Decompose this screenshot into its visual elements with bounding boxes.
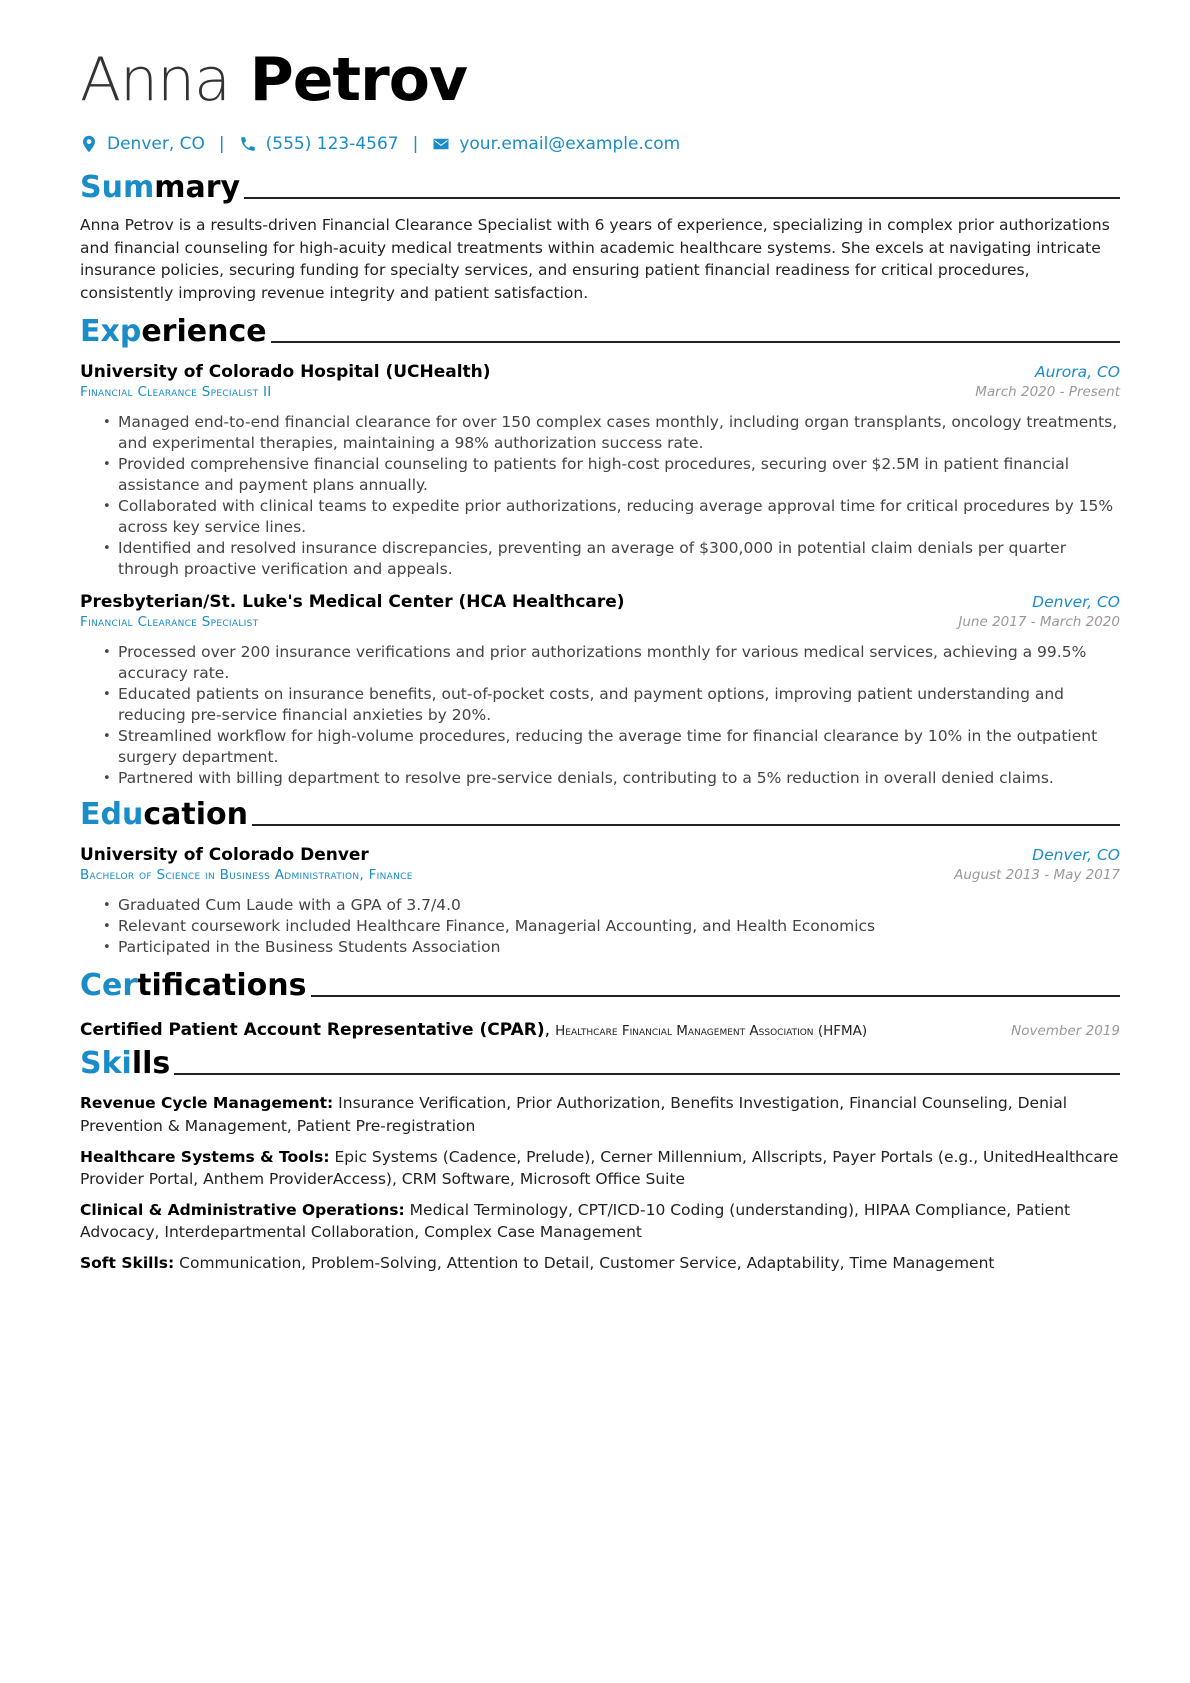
education-item: • Participated in the Business Students Association	[118, 937, 1120, 958]
certification-entry	[80, 1020, 1120, 1040]
achievement-item: • Managed end-to-end financial clearance for over 150 complex cases monthly, including organ transplants, oncology treatments, and experimental therapies, maintaining a 98% authorization success rate.	[118, 412, 1120, 454]
envelope-icon	[432, 135, 450, 153]
education-item: • Graduated Cum Laude with a GPA of 3.7/4.0	[118, 895, 1120, 916]
contact-email[interactable]	[432, 134, 680, 154]
experience-entry	[80, 362, 1120, 580]
section-rule	[271, 341, 1120, 343]
section-rule	[252, 824, 1120, 826]
section-title: Skills	[80, 1046, 171, 1082]
section-rule	[244, 197, 1120, 199]
achievement-item: • Collaborated with clinical teams to expedite prior authorizations, reducing average approval time for critical procedures by 15% across key service lines.	[118, 496, 1120, 538]
section-heading-experience	[80, 314, 1120, 350]
job-title: Financial Clearance Specialist II	[80, 384, 272, 401]
certification-date: November 2019	[1011, 1023, 1120, 1040]
skill-label: Healthcare Systems & Tools:	[80, 1147, 330, 1166]
section-heading-summary	[80, 170, 1120, 206]
education-entry	[80, 845, 1120, 958]
degree: Bachelor of Science in Business Administration, Finance	[80, 867, 413, 884]
skills-list	[80, 1092, 1120, 1274]
skill-items: Communication, Problem-Solving, Attention to Detail, Customer Service, Adaptability, Time Management	[179, 1253, 995, 1272]
resume-page	[80, 42, 1120, 1275]
contact-bar	[80, 130, 1120, 158]
job-location: Denver, CO	[1032, 593, 1120, 612]
education-details	[80, 895, 1120, 958]
section-rule	[311, 995, 1120, 997]
skill-label: Revenue Cycle Management:	[80, 1094, 334, 1113]
skill-group	[80, 1252, 1120, 1275]
summary-text: Anna Petrov is a results-driven Financial Clearance Specialist with 6 years of experience, specializing in complex prior authorizations and financial counseling for high-acuity medical treatments within academic healthcare systems. She excels at navigating intricate insurance policies, securing funding for specialty services, and ensuring patient financial readiness for critical procedures, consistently improving revenue integrity and patient satisfaction.	[80, 216, 1110, 302]
school-location: Denver, CO	[1032, 846, 1120, 865]
achievement-item: • Streamlined workflow for high-volume procedures, reducing the average time for financial clearance by 10% in the outpatient surgery department.	[118, 726, 1120, 768]
contact-phone[interactable]	[239, 134, 399, 154]
map-pin-icon	[80, 135, 98, 153]
phone-icon	[239, 135, 257, 153]
achievement-item: • Partnered with billing department to resolve pre-service denials, contributing to a 5% reduction in overall denied claims.	[118, 768, 1120, 789]
phone-text: (555) 123-4567	[265, 134, 399, 154]
education-item: • Relevant coursework included Healthcare Finance, Managerial Accounting, and Health Economics	[118, 916, 1120, 937]
education-dates: August 2013 - May 2017	[954, 867, 1120, 884]
skill-group	[80, 1199, 1120, 1244]
section-title: Experience	[80, 314, 267, 350]
skill-label: Clinical & Administrative Operations:	[80, 1200, 405, 1219]
skill-items: Epic Systems (Cadence, Prelude), Cerner Millennium, Allscripts, Payer Portals (e.g., UnitedHealthcare Provider Portal, Anthem ProviderAccess), CRM Software, Microsoft Office Suite	[80, 1147, 1119, 1189]
certification-issuer: Healthcare Financial Management Association (HFMA)	[555, 1023, 868, 1040]
location-text: Denver, CO	[107, 134, 205, 154]
section-heading-skills	[80, 1046, 1120, 1082]
skill-items: Insurance Verification, Prior Authorization, Benefits Investigation, Financial Counseling, Denial Prevention & Management, Patient Pre-registration	[80, 1094, 1068, 1135]
contact-separator: |	[218, 134, 225, 154]
candidate-name	[80, 42, 1120, 118]
section-title: Education	[80, 797, 248, 833]
section-heading-education	[80, 797, 1120, 833]
employer-name: Presbyterian/St. Luke's Medical Center (HCA Healthcare)	[80, 592, 625, 613]
section-heading-certifications	[80, 968, 1120, 1004]
job-title: Financial Clearance Specialist	[80, 614, 259, 631]
job-location: Aurora, CO	[1034, 363, 1120, 382]
certification-separator: ,	[544, 1020, 551, 1041]
achievement-list	[80, 642, 1120, 789]
job-dates: June 2017 - March 2020	[958, 614, 1120, 631]
first-name: Anna	[80, 45, 230, 115]
email-text: your.email@example.com	[459, 134, 681, 154]
skill-label: Soft Skills:	[80, 1253, 175, 1272]
section-rule	[174, 1073, 1120, 1075]
employer-name: University of Colorado Hospital (UCHealth)	[80, 362, 491, 383]
skill-items: Medical Terminology, CPT/ICD-10 Coding (understanding), HIPAA Compliance, Patient Advocacy, Interdepartmental Collaboration, Complex Case Management	[80, 1200, 1071, 1242]
achievement-item: • Provided comprehensive financial counseling to patients for high-cost procedures, securing over $2.5M in patient financial assistance and payment plans annually.	[118, 454, 1120, 496]
last-name: Petrov	[249, 45, 468, 115]
section-title: Summary	[80, 170, 241, 205]
experience-entry	[80, 592, 1120, 789]
achievement-item: • Identified and resolved insurance discrepancies, preventing an average of $300,000 in potential claim denials per quarter through proactive verification and appeals.	[118, 538, 1120, 580]
achievement-item: • Processed over 200 insurance verifications and prior authorizations monthly for various medical services, achieving a 99.5% accuracy rate.	[118, 642, 1120, 684]
skill-group	[80, 1146, 1120, 1191]
achievement-item: • Educated patients on insurance benefits, out-of-pocket costs, and payment options, improving patient understanding and reducing pre-service financial anxieties by 20%.	[118, 684, 1120, 726]
contact-separator: |	[412, 134, 419, 154]
section-title: Certifications	[80, 968, 307, 1004]
contact-location	[80, 134, 205, 154]
achievement-list	[80, 412, 1120, 580]
job-dates: March 2020 - Present	[975, 384, 1120, 401]
school-name: University of Colorado Denver	[80, 845, 369, 866]
certification-name: Certified Patient Account Representative (CPAR)	[80, 1020, 545, 1041]
skill-group	[80, 1092, 1120, 1137]
